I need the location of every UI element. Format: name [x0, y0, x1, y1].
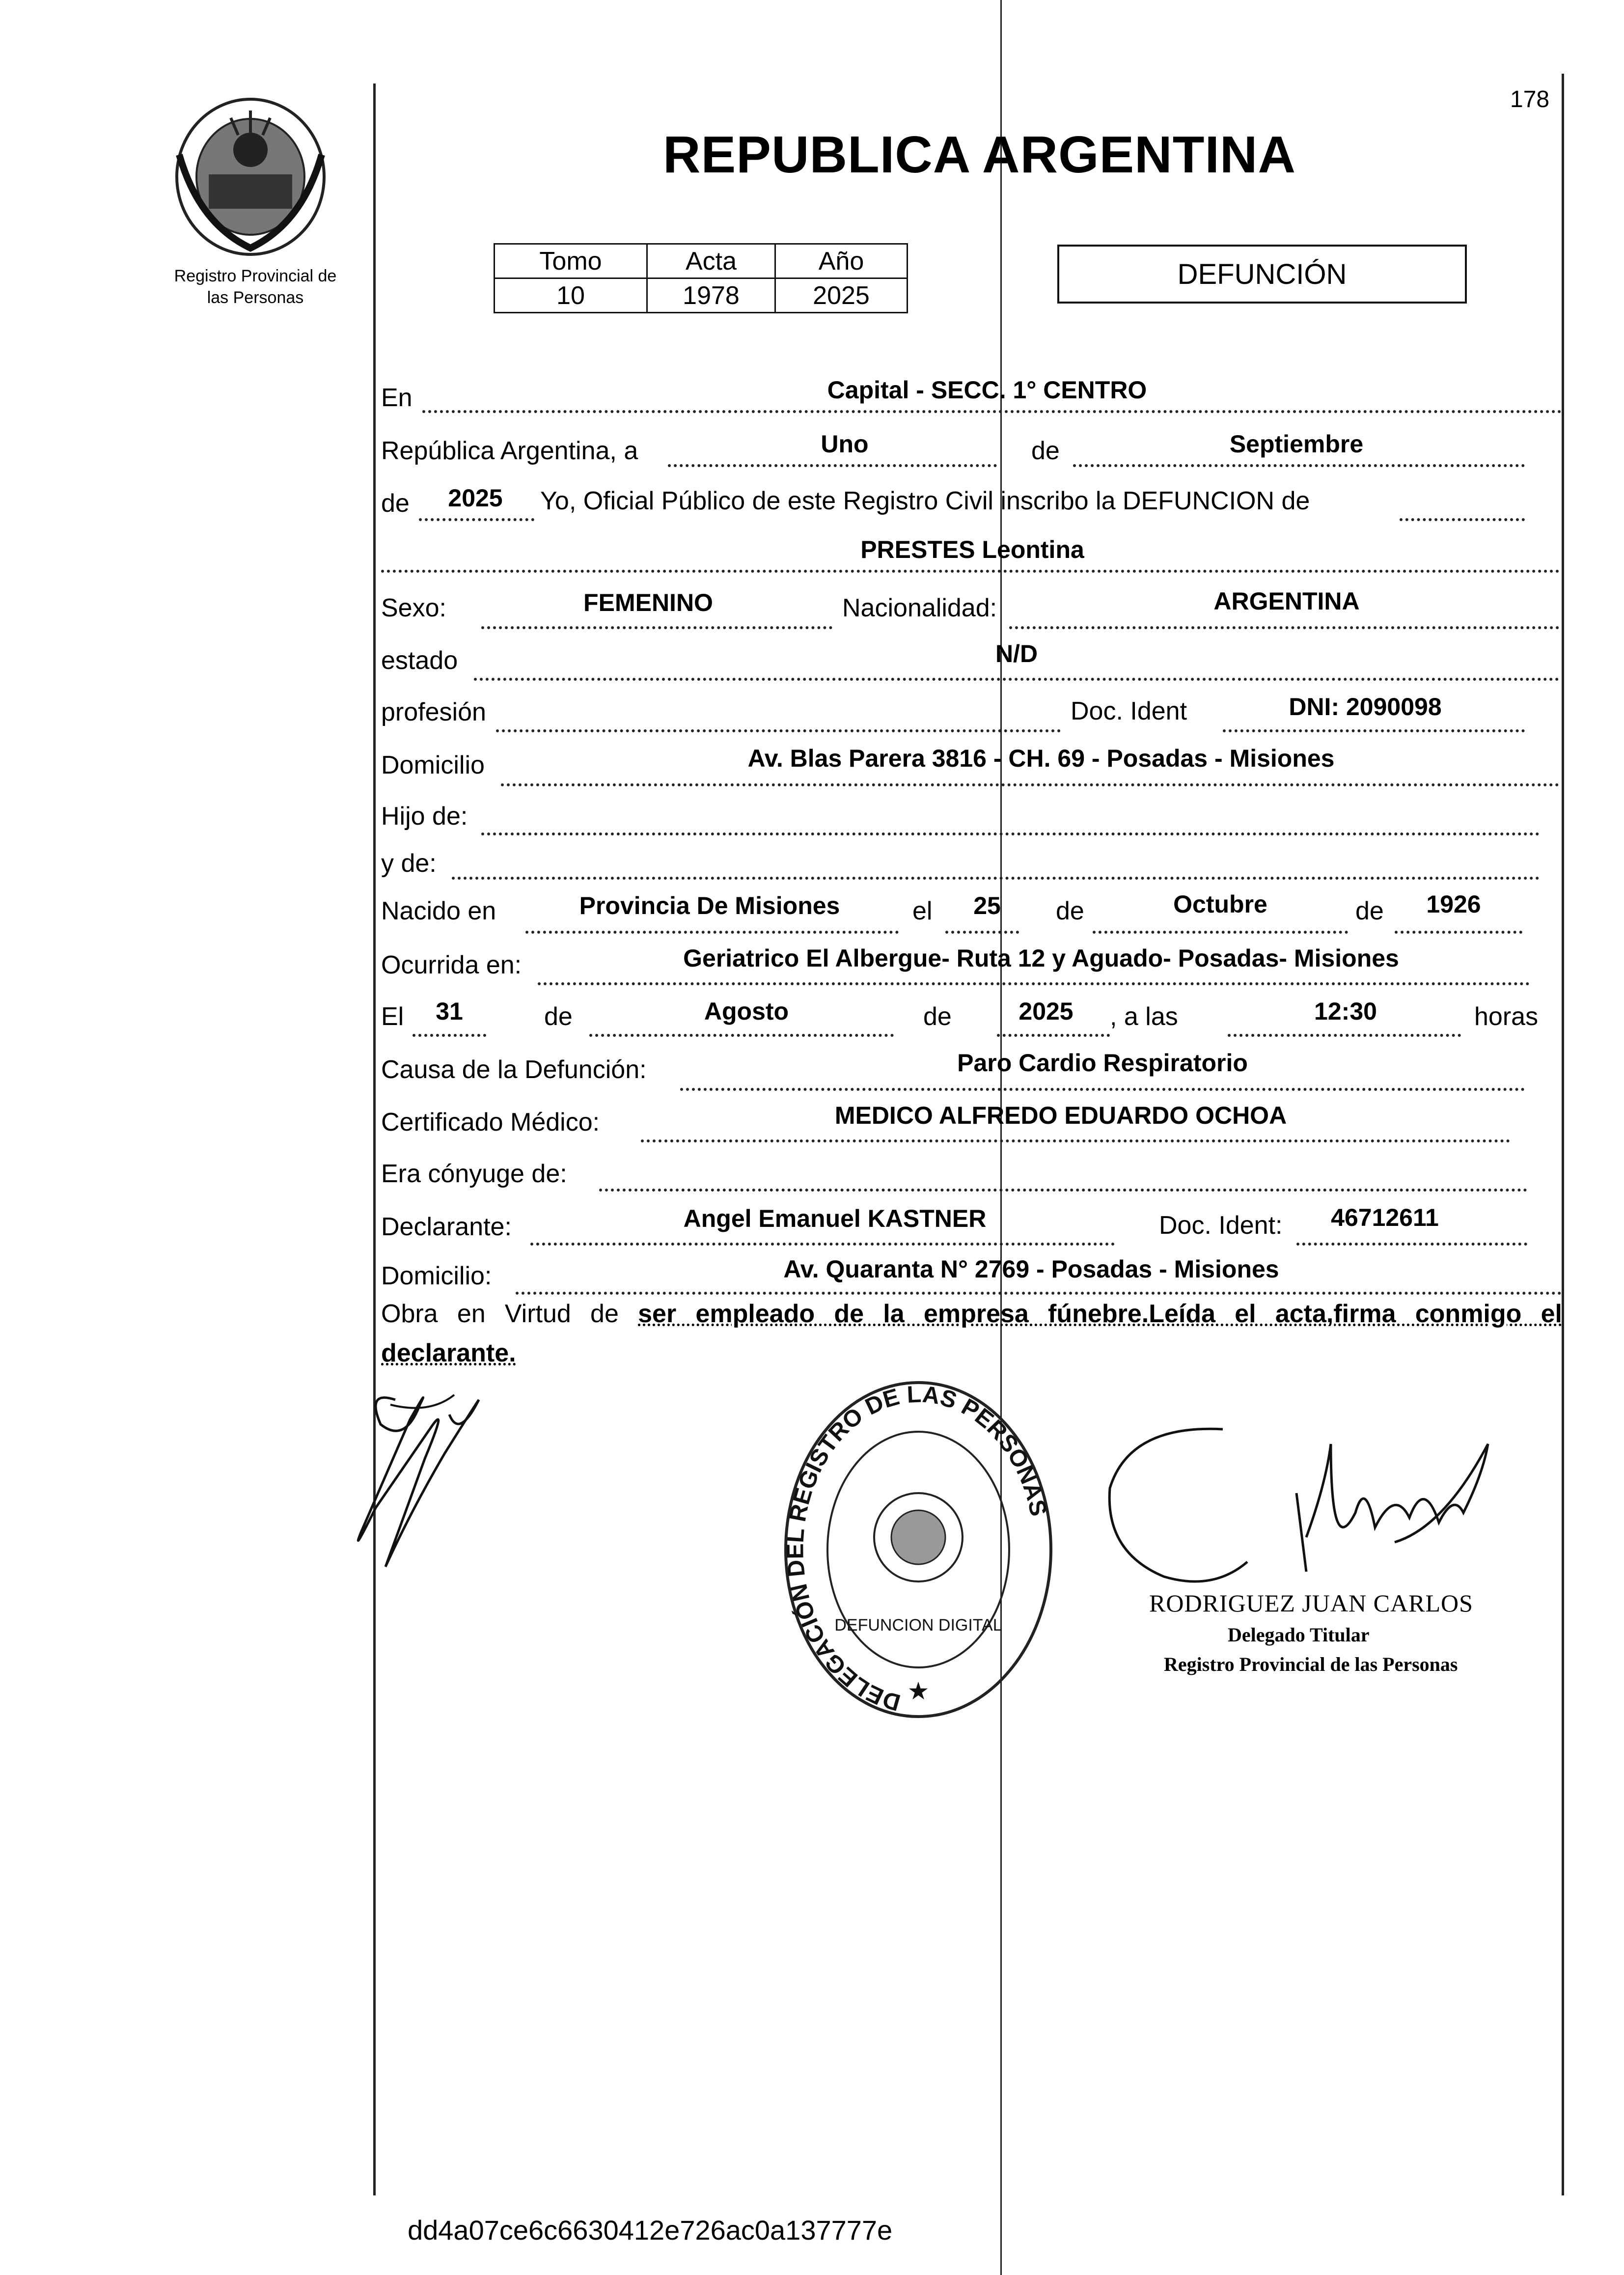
dotted-line — [496, 729, 1061, 732]
table-header-cell: Tomo — [495, 244, 647, 278]
nacido-en-label: Nacido en — [381, 897, 496, 925]
ocurrida-en-label: Ocurrida en: — [381, 951, 522, 979]
dia-texto-value: Uno — [821, 430, 869, 458]
dotted-line — [452, 877, 1540, 880]
dotted-line — [1296, 1243, 1527, 1246]
table-header-cell: Acta — [647, 244, 775, 278]
document-type-box: DEFUNCIÓN — [1057, 245, 1467, 304]
causa-value: Paro Cardio Respiratorio — [957, 1049, 1248, 1077]
de-label: de — [1056, 897, 1084, 925]
dotted-line — [525, 931, 899, 934]
oficial-text: Yo, Oficial Público de este Registro Civil inscribo la DEFUNCION de — [540, 487, 1310, 515]
domicilio-value: Av. Blas Parera 3816 - CH. 69 - Posadas - Misiones — [747, 745, 1335, 772]
registro-provincial-side-label — [147, 265, 363, 308]
def-mes-value: Agosto — [704, 998, 789, 1025]
doc-ident-value: DNI: 2090098 — [1289, 693, 1442, 721]
estado-label: estado — [381, 646, 458, 675]
dotted-line — [1073, 464, 1525, 467]
svg-text:★: ★ — [907, 1677, 930, 1705]
table-cell: 10 — [495, 278, 647, 313]
def-dia-value: 31 — [436, 998, 463, 1025]
declarante-domicilio-label: Domicilio: — [381, 1262, 492, 1290]
dotted-line — [538, 982, 1530, 985]
nacionalidad-value: ARGENTINA — [1213, 587, 1360, 615]
dotted-line — [413, 1034, 486, 1037]
registro-side-line1: Registro Provincial de — [174, 267, 337, 285]
estado-value: N/D — [995, 640, 1038, 667]
nacionalidad-label: Nacionalidad: — [842, 594, 997, 622]
declarante-doc-value: 46712611 — [1331, 1204, 1439, 1231]
conyuge-label: Era cónyuge de: — [381, 1160, 567, 1188]
registro-side-line2: las Personas — [207, 288, 304, 307]
anio-value: 2025 — [448, 484, 503, 512]
nac-mes-value: Octubre — [1173, 890, 1267, 918]
table-cell: 1978 — [647, 278, 775, 313]
dotted-line — [599, 1189, 1527, 1192]
doc-ident-label: Doc. Ident — [1071, 697, 1187, 725]
obra-label: Obra en Virtud de — [381, 1300, 619, 1328]
right-margin-line — [1562, 74, 1564, 2195]
dotted-line — [668, 464, 997, 467]
dotted-line — [501, 783, 1559, 786]
declarante-domicilio-value: Av. Quaranta N° 2769 - Posadas - Misiones — [783, 1255, 1279, 1283]
y-de-label: y de: — [381, 849, 437, 878]
obra-en-virtud-line — [381, 1299, 1562, 1329]
def-hora-value: 12:30 — [1314, 998, 1377, 1025]
mes-value: Septiembre — [1229, 430, 1364, 458]
dotted-line — [1009, 626, 1559, 629]
page-number: 178 — [1510, 86, 1550, 112]
sexo-label: Sexo: — [381, 594, 446, 622]
delegado-role: Delegado Titular — [1228, 1624, 1370, 1646]
domicilio-label: Domicilio — [381, 751, 485, 779]
tomo-acta-anio-table — [494, 243, 908, 313]
dotted-line — [1395, 931, 1522, 934]
republica-label: República Argentina, a — [381, 437, 638, 465]
profesion-label: profesión — [381, 698, 486, 726]
dotted-line — [997, 1034, 1110, 1037]
obra-value-continued: declarante. — [381, 1339, 516, 1367]
dotted-line — [474, 678, 1559, 681]
dotted-line — [1400, 518, 1525, 521]
table-cell: 2025 — [775, 278, 908, 313]
dotted-line — [381, 570, 1560, 573]
delegado-name: RODRIGUEZ JUAN CARLOS — [1149, 1589, 1473, 1617]
dotted-line — [1093, 931, 1348, 934]
el-label: el — [912, 897, 933, 925]
obra-value: ser empleado de la empresa fúnebre.Leída el acta,firma conmigo el — [638, 1300, 1562, 1328]
dotted-line — [945, 931, 1019, 934]
en-label: En — [381, 384, 413, 412]
provincia-misiones-crest-icon — [169, 96, 331, 258]
nombre-value: PRESTES Leontina — [860, 536, 1084, 563]
certificado-value: MEDICO ALFREDO EDUARDO OCHOA — [834, 1102, 1287, 1129]
hijo-de-label: Hijo de: — [381, 802, 468, 831]
declarante-signature-icon — [331, 1370, 508, 1581]
de-label: de — [381, 489, 410, 518]
ocurrida-en-value: Geriatrico El Albergue- Ruta 12 y Aguado- Posadas- Misiones — [683, 944, 1399, 972]
page-title: REPUBLICA ARGENTINA — [663, 126, 1296, 184]
horas-label: horas — [1474, 1002, 1539, 1031]
de-label: de — [1355, 897, 1384, 925]
declarante-doc-label: Doc. Ident: — [1159, 1211, 1283, 1240]
center-fold-line — [1000, 0, 1002, 2275]
declarante-value: Angel Emanuel KASTNER — [683, 1205, 987, 1232]
document-hash: dd4a07ce6c6630412e726ac0a137777e — [408, 2215, 893, 2246]
table-header-cell: Año — [775, 244, 908, 278]
nacido-en-value: Provincia De Misiones — [579, 892, 840, 919]
dotted-line — [1228, 1034, 1461, 1037]
declarante-label: Declarante: — [381, 1213, 512, 1241]
dotted-line — [1223, 729, 1525, 732]
de-label: de — [923, 1002, 952, 1031]
nac-dia-value: 25 — [973, 892, 1001, 919]
delegado-organization: Registro Provincial de las Personas — [1164, 1653, 1458, 1675]
certificado-label: Certificado Médico: — [381, 1108, 600, 1137]
table-row — [495, 278, 908, 313]
causa-label: Causa de la Defunción: — [381, 1055, 647, 1084]
delegacion-official-seal-icon — [781, 1375, 1056, 1724]
a-las-label: , a las — [1110, 1002, 1178, 1031]
dotted-line — [422, 410, 1562, 413]
dotted-line — [589, 1034, 894, 1037]
de-label: de — [1031, 437, 1060, 465]
dotted-line — [481, 626, 832, 629]
table-header-row — [495, 244, 908, 278]
nac-anio-value: 1926 — [1426, 890, 1481, 918]
left-margin-line — [373, 83, 376, 2195]
sexo-value: FEMENINO — [583, 589, 713, 616]
el-label: El — [381, 1002, 404, 1031]
dotted-line — [680, 1088, 1525, 1091]
dotted-line — [481, 832, 1540, 835]
dotted-line — [516, 1292, 1562, 1295]
dotted-line — [530, 1243, 1115, 1246]
def-anio-value: 2025 — [1018, 998, 1073, 1025]
dotted-line — [641, 1139, 1510, 1142]
dotted-line — [419, 518, 534, 521]
lugar-value: Capital - SECC. 1° CENTRO — [827, 376, 1147, 404]
seal-inner-text: DEFUNCION DIGITAL — [834, 1616, 1002, 1635]
de-label: de — [544, 1002, 573, 1031]
seal-ring-text: DELEGACIÓN DEL REGISTRO DE LAS PERSONAS — [782, 1381, 1052, 1716]
